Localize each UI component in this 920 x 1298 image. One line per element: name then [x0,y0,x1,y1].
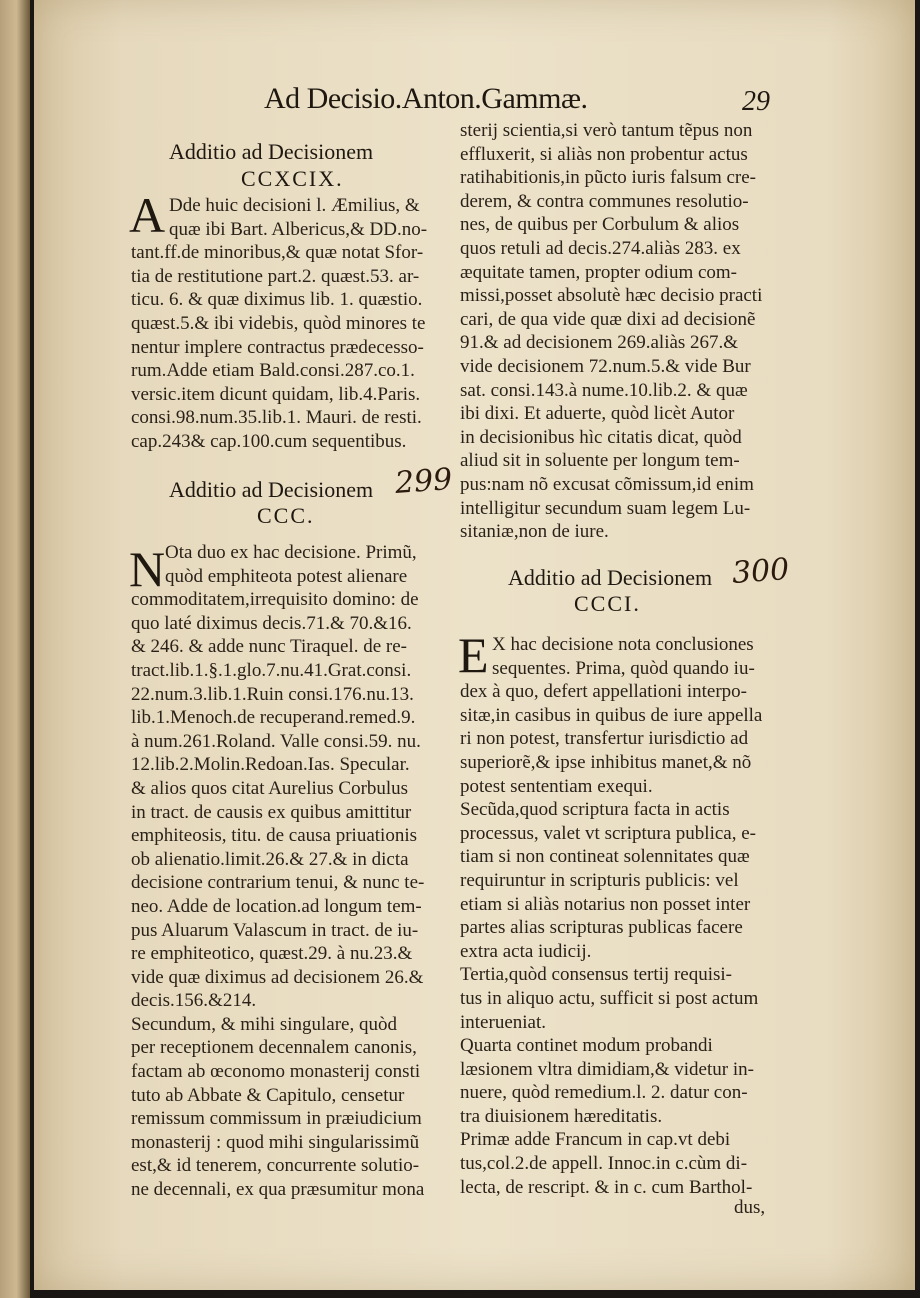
dropcap: E [458,627,489,683]
text-line: læsionem vltra dimidiam,& videtur in- [460,1058,754,1080]
text-line: Secũda,quod scriptura facta in actis [460,799,730,821]
dropcap: N [129,541,166,597]
text-line: Secundum, & mihi singulare, quòd [131,1013,397,1035]
text-line: Primæ adde Francum in cap.vt debi [460,1129,731,1151]
handwritten-annotation: 299 [393,462,454,501]
text-line: monasterij : quod mihi singularissimũ [131,1131,420,1153]
text-line: sterij scientia,si verò tantum tẽpus non [460,120,753,141]
text-line: processus, valet vt scriptura publica, e- [460,822,756,844]
page-number: 29 [742,86,770,117]
section-number: CCCI. [574,591,641,616]
section-title: Additio ad Decisionem [508,565,713,590]
handwritten-annotation: 300 [730,552,791,591]
text-line: vide decisionem 72.num.5.& vide Bur [460,355,751,377]
text-line: factam ab œconomo monasterij consti [131,1061,421,1083]
text-line: est,& id tenerem, concurrente solutio- [131,1155,420,1177]
text-line: cap.243& cap.100.cum sequentibus. [131,430,407,452]
text-line: extra acta iudicij. [460,940,592,962]
text-line: consi.98.num.35.lib.1. Mauri. de resti. [131,407,422,429]
text-line: pus Aluarum Valascum in tract. de iu- [131,919,419,941]
text-line: sitæ,in casibus in quibus de iure appella [460,704,763,726]
text-line: partes alias scripturas publicas facere [460,917,743,939]
text-line: tus in aliquo actu, sufficit si post actum [460,987,759,1009]
text-line: intelligitur secundum suam legem Lu- [460,497,751,519]
text-line: 91.& ad decisionem 269.aliàs 267.& [460,332,739,354]
text-line: emphiteosis, titu. de causa priuationis [131,825,418,847]
text-line: Ota duo ex hac decisione. Primũ, [165,542,417,563]
text-line: 22.num.3.lib.1.Ruin consi.176.nu.13. [131,683,414,705]
text-line: nuere, quòd remedium.l. 2. datur con- [460,1082,748,1104]
text-line: lecta, de rescript. & in c. cum Barthol- [460,1176,753,1198]
text-line: pus:nam nõ excusat cõmissum,id enim [460,473,754,495]
text-line: tus,col.2.de appell. Innoc.in c.cùm di- [460,1153,748,1175]
text-line: potest sententiam exequi. [460,775,653,797]
text-line: in tract. de causis ex quibus amittitur [131,801,412,823]
catchword: dus, [734,1197,766,1218]
text-line: effluxerit, si aliàs non probentur actus [460,143,748,165]
text-line: ibi dixi. Et aduerte, quòd licèt Autor [460,403,735,425]
text-line: dex à quo, defert appellationi interpo- [460,681,748,703]
text-line: tract.lib.1.§.1.glo.7.nu.41.Grat.consi. [131,659,412,681]
text-line: interueniat. [460,1011,546,1033]
text-line: derem, & contra communes resolutio- [460,190,749,212]
text-line: ratihabitionis,in pũcto iuris falsum cre- [460,167,757,189]
text-line: ne decennali, ex qua præsumitur mona [131,1179,425,1201]
text-line: commoditatem,irrequisito domino: de [131,589,419,611]
text-line: X hac decisione nota conclusiones [492,634,754,655]
section-number: CCXCIX. [241,166,344,191]
text-line: Tertia,quòd consensus tertij requisi- [460,964,732,986]
section-body [131,194,453,454]
section-body [460,633,788,1199]
text-line: & 246. & adde nunc Tiraquel. de re- [131,636,407,658]
section-body [131,541,453,1202]
text-line: nes, de quibus per Corbulum & alios [460,214,740,236]
text-line: nentur implere contractus prædecesso- [131,336,424,358]
running-title: Ad Decisio.Anton.Gammæ. [264,82,588,115]
text-line: tant.ff.de minoribus,& quæ notat Sfor- [131,242,424,264]
text-line: sitaniæ,non de iure. [460,521,609,543]
text-line: aliud sit in soluente per longum tem- [460,450,740,472]
text-line: tuto ab Abbate & Capitulo, censetur [131,1084,405,1106]
text-line: quos retuli ad decis.274.aliàs 283. ex [460,237,741,259]
text-line: quòd emphiteota potest alienare [165,565,408,587]
text-line: 12.lib.2.Molin.Redoan.Ias. Specular. [131,754,410,776]
text-line: ticu. 6. & quæ diximus lib. 1. quæstio. [131,289,423,311]
text-line: etiam si aliàs notarius non posset inter [460,893,751,915]
text-line: superiorẽ,& ipse inhibitus manet,& nõ [460,751,752,773]
text-line: remissum commissum in præiudicium [131,1108,422,1130]
text-line: ob alienatio.limit.26.& 27.& in dicta [131,848,409,870]
text-line: ri non potest, transfertur iurisdictio ad [460,728,749,750]
text-line: quæ ibi Bart. Albericus,& DD.no- [169,218,428,240]
text-line: neo. Adde de location.ad longum tem- [131,895,422,917]
section-title: Additio ad Decisionem [169,139,374,164]
text-line: per receptionem decennalem canonis, [131,1037,417,1059]
section-number: CCC. [257,503,315,528]
dropcap: A [129,187,166,243]
text-line: tra diuisionem hæreditatis. [460,1105,663,1127]
text-line: in decisionibus hìc citatis dicat, quòd [460,426,742,448]
book-page [34,0,915,1290]
text-line: tia de restitutione part.2. quæst.53. ar- [131,265,420,287]
text-line: sat. consi.143.à nume.10.lib.2. & quæ [460,379,748,401]
text-line: requiruntur in scripturis publicis: vel [460,869,739,891]
text-line: quo laté diximus decis.71.& 70.&16. [131,612,412,634]
text-line: decis.156.&214. [131,990,257,1012]
text-line: missi,posset absolutè hæc decisio practi [460,285,763,307]
text-line: tiam si non contineat solennitates quæ [460,846,750,868]
text-line: Dde huic decisioni l. Æmilius, & [169,195,420,216]
text-line: æquitate tamen, propter odium com- [460,261,738,283]
text-line: cari, de qua vide quæ dixi ad decisionẽ [460,308,756,330]
text-line: re emphiteotico, quæst.29. à nu.23.& [131,943,413,965]
section-title: Additio ad Decisionem [169,477,374,502]
text-line: rum.Adde etiam Bald.consi.287.co.1. [131,360,415,382]
text-line: vide quæ diximus ad decisionem 26.& [131,966,424,988]
text-line: sequentes. Prima, quòd quando iu- [492,657,755,679]
text-line: Quarta continet modum probandi [460,1035,713,1057]
text-line: quæst.5.& ibi videbis, quòd minores te [131,312,426,334]
text-line: & alios quos citat Aurelius Corbulus [131,777,409,799]
continuation-text [460,119,788,544]
text-line: decisione contrarium tenui, & nunc te- [131,872,425,894]
text-line: lib.1.Menoch.de recuperand.remed.9. [131,707,416,729]
text-line: versic.item dicunt quidam, lib.4.Paris. [131,383,421,405]
left-page-edge [0,0,30,1298]
text-line: à num.261.Roland. Valle consi.59. nu. [131,730,421,752]
